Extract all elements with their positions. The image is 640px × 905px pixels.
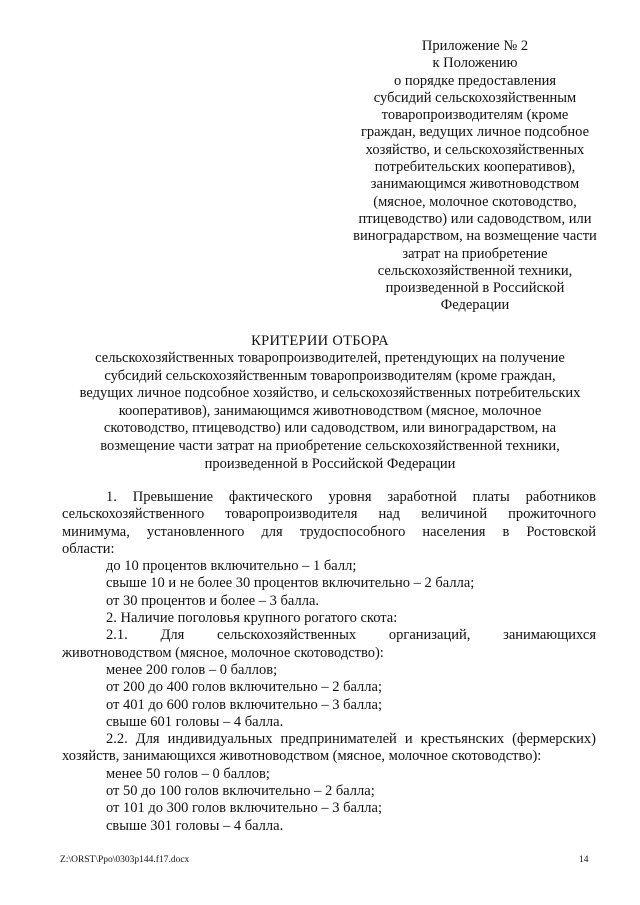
appendix-line: субсидий сельскохозяйственным: [373, 89, 577, 106]
appendix-line: (мясное, молочное скотоводство,: [373, 193, 577, 210]
appendix-line: товаропроизводителям (кроме: [381, 107, 569, 124]
score-item: свыше 10 и не более 30 процентов включительно – 2 балла;: [106, 575, 475, 592]
subtitle-line: субсидий сельскохозяйственным товаропроизводителям (кроме граждан,: [104, 367, 556, 384]
score-item: менее 50 голов – 0 баллов;: [106, 765, 270, 782]
score-item: свыше 601 головы – 4 балла.: [106, 713, 284, 730]
score-item: до 10 процентов включительно – 1 балл;: [106, 558, 357, 575]
appendix-line: Приложение № 2: [421, 38, 529, 54]
score-item: свыше 301 головы – 4 балла.: [106, 817, 284, 834]
appendix-line: сельскохозяйственной техники,: [377, 262, 573, 279]
criterion-1-text: области:: [62, 540, 115, 557]
subtitle-line: скотоводство, птицеводство) или садоводством, или виноградарством, на: [103, 420, 557, 437]
criterion-2-text: 2. Наличие поголовья крупного рогатого скота:: [106, 610, 398, 627]
page-number: 14: [579, 855, 589, 865]
appendix-line: птицеводство) или садоводством, или: [358, 210, 592, 227]
appendix-line: потребительских кооперативов),: [374, 159, 576, 176]
criterion-2-1-text: животноводством (мясное, молочное скотоводство):: [62, 644, 384, 661]
appendix-line: граждан, ведущих личное подсобное: [360, 124, 590, 141]
appendix-line: виноградарством, на возмещение части: [353, 228, 597, 245]
score-item: от 200 до 400 голов включительно – 2 балла;: [106, 679, 382, 696]
criterion-1-text: 1. Превышение фактического уровня заработной платы работников: [106, 489, 596, 505]
subtitle-line: кооперативов), занимающимся животноводством (мясное, молочное: [118, 402, 542, 419]
appendix-line: Федерации: [440, 297, 510, 314]
appendix-line: к Положению: [432, 55, 518, 72]
criterion-1-text: минимума, установленного для трудоспособного населения в Ростовской: [62, 523, 596, 540]
appendix-line: о порядке предоставления: [393, 72, 557, 89]
subtitle-line: возмещение части затрат на приобретение сельскохозяйственной техники,: [100, 437, 560, 454]
score-item: от 101 до 300 голов включительно – 3 балла;: [106, 800, 382, 817]
appendix-line: произведенной в Российской: [385, 280, 565, 297]
document-subtitle: [60, 350, 600, 473]
appendix-line: занимающимся животноводством: [370, 176, 580, 193]
score-item: от 401 до 600 голов включительно – 3 балла;: [106, 696, 382, 713]
appendix-line: хозяйство, и сельскохозяйственных: [365, 141, 585, 158]
criterion-1-text: сельскохозяйственного товаропроизводителя над величиной прожиточного: [62, 506, 596, 523]
criterion-2-2-text: хозяйств, занимающихся животноводством (мясное, молочное скотоводство):: [62, 748, 542, 765]
score-item: от 30 процентов и более – 3 балла.: [106, 592, 320, 609]
criterion-2-2-text: 2.2. Для индивидуальных предпринимателей и крестьянских (фермерских): [106, 731, 596, 748]
subtitle-line: ведущих личное подсобное хозяйство, и сельскохозяйственных потребительских: [79, 385, 581, 402]
score-item: от 50 до 100 голов включительно – 2 балла;: [106, 783, 375, 800]
appendix-line: затрат на приобретение: [402, 245, 548, 262]
appendix-header: [330, 38, 620, 315]
footer-file-path: Z:\ORST\Ppo\0303p144.f17.docx: [60, 855, 190, 865]
document-title: КРИТЕРИИ ОТБОРА: [251, 333, 389, 349]
score-item: менее 200 голов – 0 баллов;: [106, 661, 278, 678]
criterion-2-1-text: 2.1. Для сельскохозяйственных организаций, занимающихся: [106, 627, 596, 644]
subtitle-line: произведенной в Российской Федерации: [204, 455, 456, 472]
criteria-body: [62, 489, 596, 835]
subtitle-line: сельскохозяйственных товаропроизводителей, претендующих на получение: [95, 350, 565, 366]
